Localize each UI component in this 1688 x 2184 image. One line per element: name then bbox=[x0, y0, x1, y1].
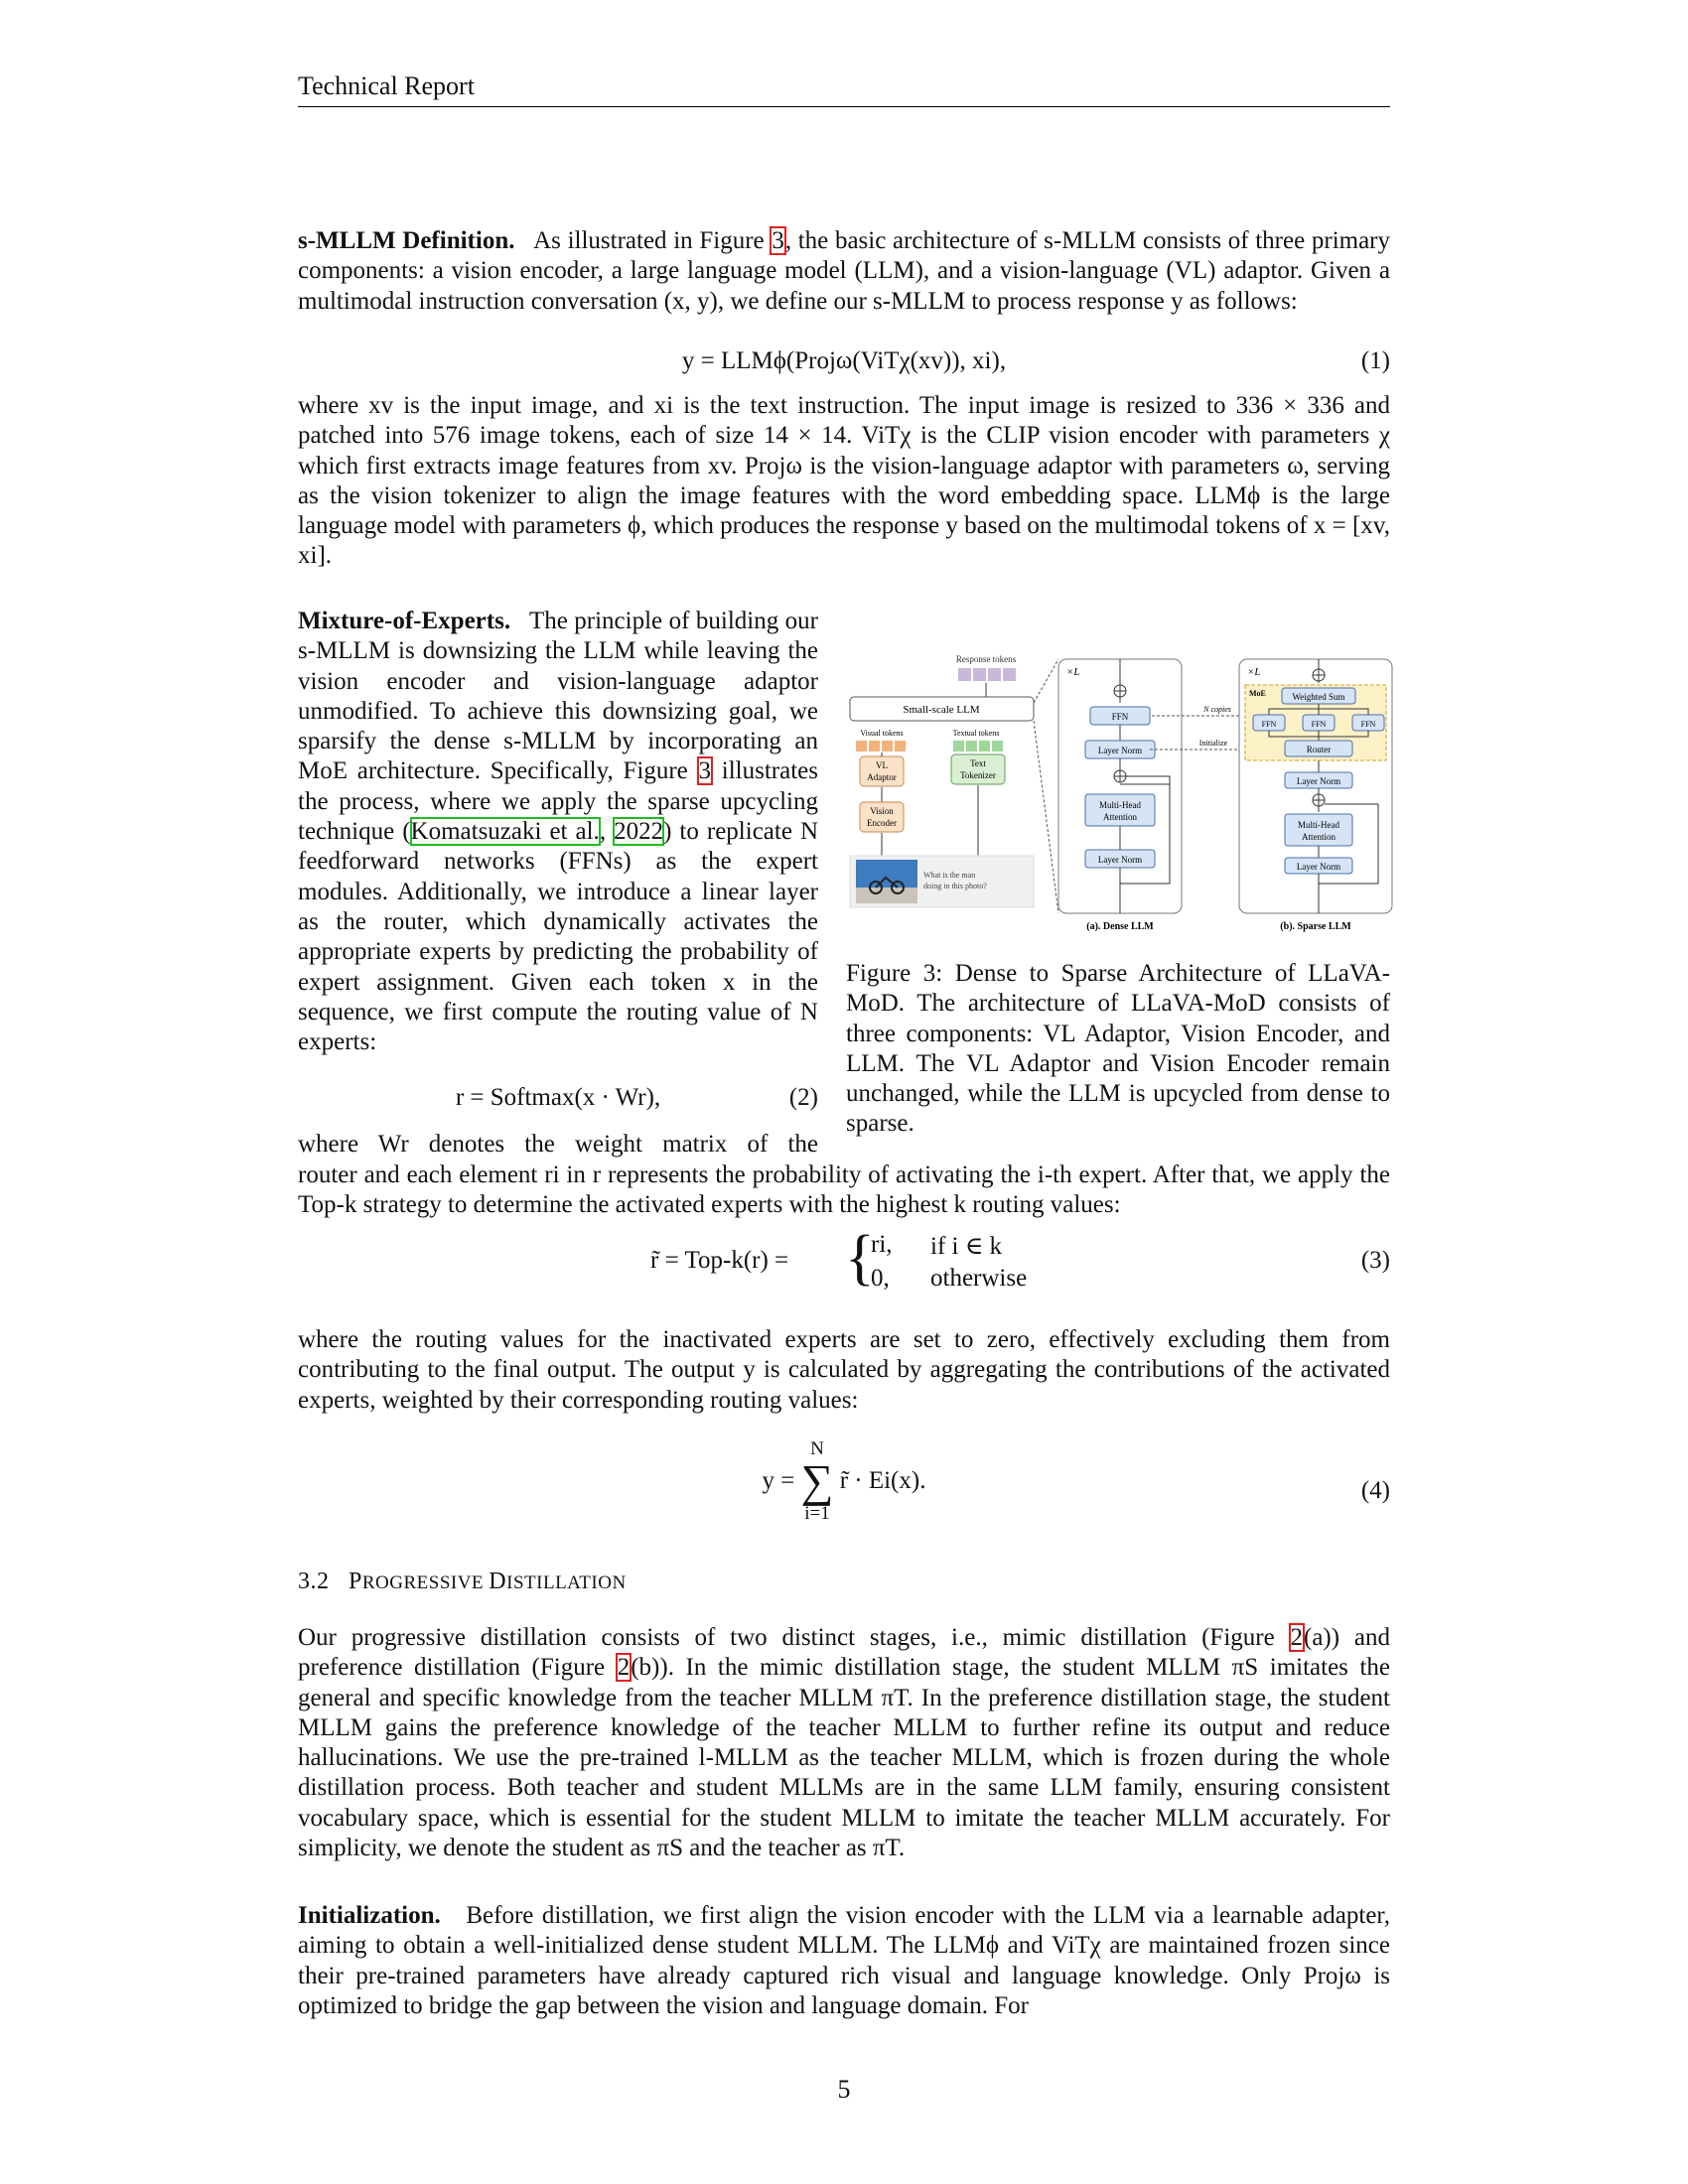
prog-text-a: Our progressive distillation consists of two distinct stages, i.e., mimic distillation (Figure bbox=[298, 1624, 1290, 1651]
equation-4-sum-bottom: i=1 bbox=[804, 1503, 830, 1524]
question-line-2: doing in this photo? bbox=[923, 882, 987, 890]
visual-token bbox=[882, 741, 893, 751]
figure-3-diagram bbox=[842, 645, 1398, 933]
equation-3-brace: { bbox=[845, 1224, 875, 1292]
dense-layernorm-label-2: Layer Norm bbox=[1097, 855, 1143, 865]
equation-4 bbox=[298, 1439, 1390, 1549]
moe-paragraph bbox=[298, 607, 818, 1057]
visual-token bbox=[869, 741, 880, 751]
equation-4-sum bbox=[801, 1439, 834, 1523]
citation-author-link[interactable]: Komatsuzaki et al. bbox=[410, 818, 600, 846]
initialization-text: Before distillation, we first align the vision encoder with the LLM via a learnable adapter, aiming to obtain a well-initialized dense student MLLM. The LLMϕ and ViTχ are maintained frozen since their pre-trained parameters have already captured rich visual and language knowledge. Only Projω is optimized to bridge the gap between the vision and language domain. For bbox=[298, 1902, 1390, 2019]
n-copies-label: N copies bbox=[1203, 705, 1231, 714]
figure-ref-link[interactable]: 2 bbox=[1290, 1624, 1304, 1651]
prog-text-b: (a)) and preference distillation (Figure bbox=[298, 1624, 1390, 1682]
textual-token bbox=[992, 741, 1003, 751]
moe-text-a: The principle of building our s-MLLM is downsizing the LLM while leaving the vision encoder and vision-language adaptor unmodified. To achieve this downsizing goal, we sparsify the dense s-MLLM by incorporating an MoE architecture. Specifically, Figure bbox=[298, 608, 818, 785]
equation-3-case2-cond: otherwise bbox=[930, 1265, 1028, 1292]
dense-times-l: ×L bbox=[1066, 666, 1080, 678]
smllm-paragraph bbox=[298, 226, 1390, 317]
after-eq2-line1: where Wr denotes the weight matrix of the bbox=[298, 1131, 818, 1158]
moe-text-b: illustrates the process, where we apply the sparse upcycling technique ( bbox=[298, 757, 818, 846]
moe-label: MoE bbox=[1249, 689, 1266, 698]
textual-token bbox=[953, 741, 964, 751]
running-header: Technical Report bbox=[298, 71, 475, 100]
text-tokenizer-label-2: Tokenizer bbox=[960, 770, 996, 780]
sparse-llm-caption: (b). Sparse LLM bbox=[1280, 921, 1351, 932]
response-token bbox=[973, 668, 986, 681]
equation-2-number: (2) bbox=[788, 1084, 818, 1111]
section-number: 3.2 bbox=[298, 1569, 330, 1594]
dense-layernorm-label-1: Layer Norm bbox=[1097, 746, 1143, 755]
equation-2 bbox=[298, 1084, 818, 1118]
vl-adaptor-label-2: Adaptor bbox=[867, 772, 897, 782]
text-tokenizer-label-1: Text bbox=[970, 758, 986, 768]
sparse-mha-label-2: Attention bbox=[1302, 832, 1336, 842]
equation-4-sum-top: N bbox=[810, 1438, 824, 1459]
dense-llm-caption: (a). Dense LLM bbox=[1086, 921, 1154, 932]
equation-4-sum-symbol: ∑ bbox=[800, 1455, 834, 1506]
citation-separator: , bbox=[599, 818, 615, 846]
equation-1 bbox=[298, 347, 1390, 381]
citation-year-link[interactable]: 2022 bbox=[614, 818, 664, 846]
visual-token bbox=[895, 741, 906, 751]
initialization-paragraph bbox=[298, 1901, 1390, 2021]
visual-token-squares bbox=[856, 741, 906, 751]
small-llm-label: Small-scale LLM bbox=[903, 704, 980, 716]
vision-encoder-label-2: Encoder bbox=[867, 818, 897, 828]
dense-ffn-label: FFN bbox=[1111, 712, 1129, 722]
section-title-cap-2: D bbox=[489, 1569, 507, 1594]
section-title-cap-1: P bbox=[349, 1569, 362, 1594]
equation-1-body: y = LLMϕ(Projω(ViTχ(xv)), xi), bbox=[681, 347, 1007, 374]
sparse-times-l: ×L bbox=[1247, 666, 1261, 678]
smllm-text-b: , the basic architecture of s-MLLM consists of three primary components: a vision encoder, a large language model (LLM), and a vision-language (VL) adaptor. Given a multimodal instruction conversation (x, y), we define our s-MLLM to process response y as follows: bbox=[298, 227, 1391, 315]
textual-token bbox=[966, 741, 977, 751]
visual-token bbox=[856, 741, 867, 751]
expert-ffn-label-3: FFN bbox=[1360, 720, 1376, 729]
visual-tokens-label: Visual tokens bbox=[860, 729, 904, 738]
moe-heading: Mixture-of-Experts. bbox=[298, 608, 511, 634]
equation-4-number: (4) bbox=[1360, 1477, 1390, 1504]
textual-token-squares bbox=[953, 741, 1003, 751]
after-eq3-paragraph: where the routing values for the inactivated experts are set to zero, effectively excluding them from contributing to the final output. The output y is calculated by aggregating the contributions of the activated experts, weighted by their corresponding routing values: bbox=[298, 1326, 1390, 1414]
figure-ref-link[interactable]: 2 bbox=[617, 1654, 631, 1682]
section-title-rest-2: ISTILLATION bbox=[506, 1572, 627, 1593]
section-heading bbox=[298, 1569, 627, 1595]
equation-3-lhs: r̃ = Top-k(r) = bbox=[650, 1247, 789, 1274]
header-rule bbox=[298, 106, 1390, 107]
after-eq2-paragraph: router and each element ri in r represents the probability of activating the i-th expert. After that, we apply the Top-k strategy to determine the activated experts with the highest k routing values: bbox=[298, 1161, 1390, 1219]
weighted-sum-label: Weighted Sum bbox=[1292, 692, 1345, 702]
equation-3-case1-value: ri, bbox=[871, 1231, 893, 1258]
equation-3-case1-cond: if i ∈ k bbox=[930, 1233, 1002, 1260]
textual-token bbox=[979, 741, 990, 751]
dense-mha-label-2: Attention bbox=[1103, 812, 1137, 822]
progressive-paragraph bbox=[298, 1623, 1390, 1863]
textual-tokens-label: Textual tokens bbox=[952, 729, 1000, 738]
response-tokens-label: Response tokens bbox=[955, 654, 1017, 664]
smllm-heading: s-MLLM Definition. bbox=[298, 227, 515, 254]
section-title-rest-1: ROGRESSIVE bbox=[361, 1572, 490, 1593]
response-token bbox=[958, 668, 971, 681]
prog-text-c: (b)). In the mimic distillation stage, the student MLLM πS imitates the general and specific knowledge from the teacher MLLM πT. In the preference distillation stage, the student MLLM gains the preference knowledge of the teacher MLLM to further refine its output and reduce hallucinations. We use the pre-trained l-MLLM as the teacher MLLM, which is frozen during the whole distillation process. Both teacher and student MLLMs are in the same LLM family, ensuring consistent vocabulary space, which is essential for the student MLLM to imitate the teacher MLLM accurately. For simplicity, we denote the student as πS and the teacher as πT. bbox=[298, 1654, 1391, 1862]
page-number: 5 bbox=[837, 2075, 851, 2104]
equation-3-number: (3) bbox=[1360, 1247, 1390, 1274]
sparse-layernorm-label-1: Layer Norm bbox=[1296, 776, 1341, 786]
figure-3-caption: Figure 3: Dense to Sparse Architecture of LLaVA-MoD. The architecture of LLaVA-MoD consists of three components: VL Adaptor, Vision Encoder, and LLM. The VL Adaptor and Vision Encoder remain unchanged, while the LLM is upcycled from dense to sparse. bbox=[846, 960, 1390, 1138]
vl-adaptor-label-1: VL bbox=[876, 760, 888, 770]
sparse-mha-label-1: Multi-Head bbox=[1298, 820, 1339, 830]
equation-4-lhs: y = bbox=[762, 1467, 795, 1494]
after-eq1-paragraph: where xv is the input image, and xi is the text instruction. The input image is resized to 336 × 336 and patched into 576 image tokens, each of size 14 × 14. ViTχ is the CLIP vision encoder with parameters χ which first extracts image features from xv. Projω is the vision-language adaptor with parameters ω, serving as the vision tokenizer to align the image features with the word embedding space. LLMϕ is the large language model with parameters ϕ, which produces the response y based on the multimodal tokens of x = [xv, xi]. bbox=[298, 392, 1390, 570]
question-line-1: What is the man bbox=[923, 871, 976, 880]
initialize-label: Initialize bbox=[1198, 739, 1228, 748]
dense-mha-label-1: Multi-Head bbox=[1099, 800, 1141, 810]
moe-text-c: ) to replicate N feedforward networks (FFNs) as the expert modules. Additionally, we introduce a linear layer as the router, which dynamically activates the appropriate experts by predicting the probability of expert assignment. Given each token x in the sequence, we first compute the routing value of N experts: bbox=[298, 818, 818, 1056]
response-token bbox=[988, 668, 1001, 681]
expert-ffn-label-2: FFN bbox=[1311, 720, 1327, 729]
initialization-heading: Initialization. bbox=[298, 1902, 441, 1929]
equation-1-number: (1) bbox=[1360, 347, 1390, 374]
equation-3 bbox=[298, 1224, 1390, 1298]
expert-ffn-label-1: FFN bbox=[1261, 720, 1277, 729]
figure-ref-link[interactable]: 3 bbox=[698, 757, 712, 785]
sparse-layernorm-label-2: Layer Norm bbox=[1296, 862, 1341, 872]
smllm-text-a: As illustrated in Figure bbox=[533, 227, 772, 254]
response-token-squares bbox=[958, 668, 1016, 681]
vision-encoder-label-1: Vision bbox=[870, 806, 894, 816]
equation-4-rhs: r̃ · Ei(x). bbox=[839, 1467, 926, 1494]
figure-ref-link[interactable]: 3 bbox=[772, 227, 784, 254]
response-token bbox=[1003, 668, 1016, 681]
equation-3-case2-value: 0, bbox=[871, 1265, 890, 1292]
router-label: Router bbox=[1306, 745, 1332, 754]
equation-2-body: r = Softmax(x · Wr), bbox=[455, 1084, 661, 1111]
